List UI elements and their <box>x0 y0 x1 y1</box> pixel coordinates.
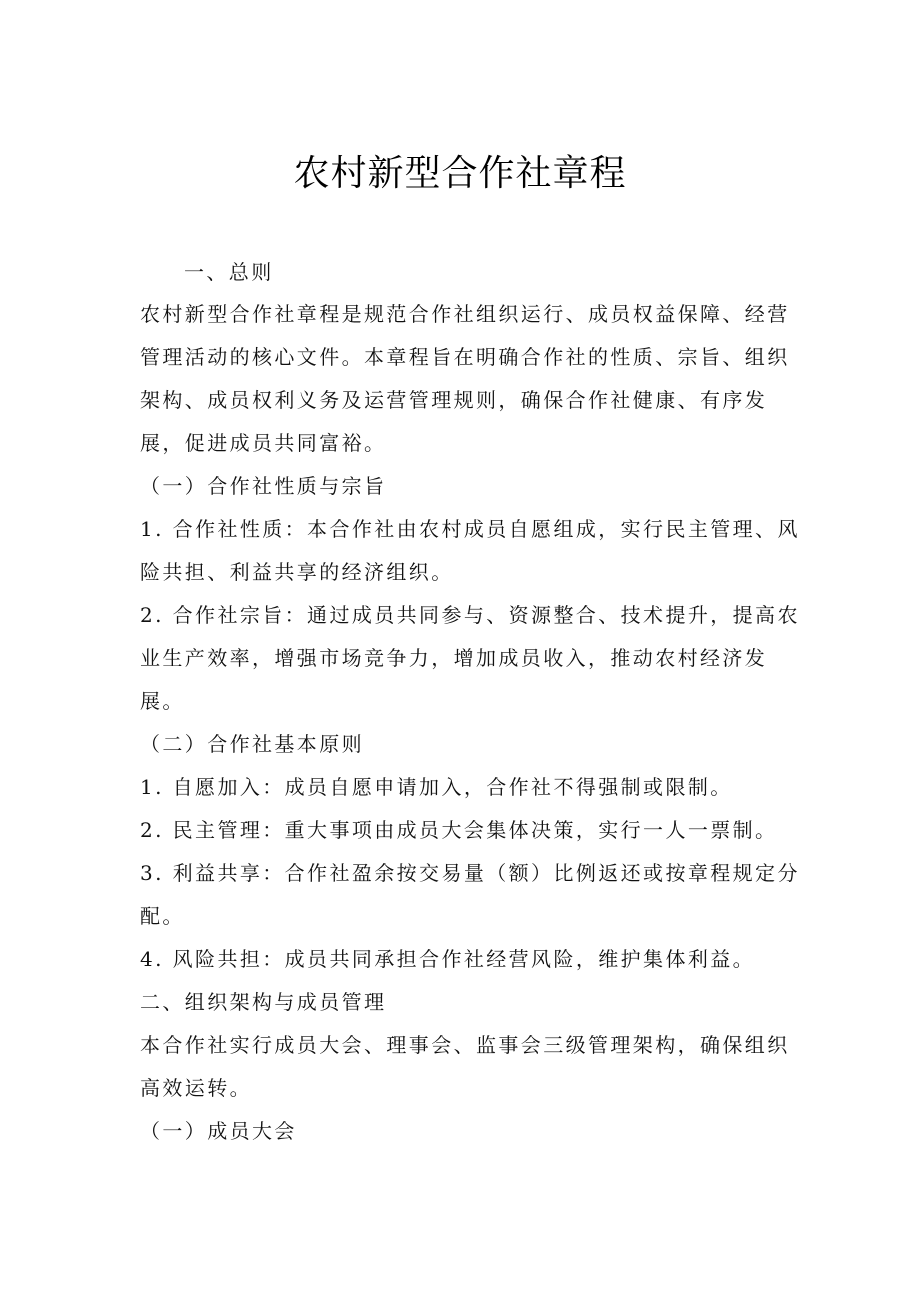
section-2-heading: 二、组织架构与成员管理 <box>140 990 387 1014</box>
section-1-heading: 一、总则 <box>184 260 274 284</box>
subsection-1-1-heading: （一）合作社性质与宗旨 <box>140 474 387 498</box>
section-1-intro-line-3: 架构、成员权利义务及运营管理规则，确保合作社健康、有序发 <box>140 388 768 412</box>
item-1-2-3-line-1: 3. 利益共享：合作社盈余按交易量（额）比例返还或按章程规定分 <box>140 861 800 885</box>
item-1-1-2-line-2: 业生产效率，增强市场竞争力，增加成员收入，推动农村经济发 <box>140 646 768 670</box>
item-1-1-2-line-3: 展。 <box>140 689 185 713</box>
item-1-2-1: 1. 自愿加入：成员自愿申请加入，合作社不得强制或限制。 <box>140 775 733 799</box>
section-2-intro-line-1: 本合作社实行成员大会、理事会、监事会三级管理架构，确保组织 <box>140 1033 790 1057</box>
item-1-2-4: 4. 风险共担：成员共同承担合作社经营风险，维护集体利益。 <box>140 947 756 971</box>
section-2-intro-line-2: 高效运转。 <box>140 1076 252 1100</box>
item-1-1-2-line-1: 2. 合作社宗旨：通过成员共同参与、资源整合、技术提升，提高农 <box>140 603 800 627</box>
document-title: 农村新型合作社章程 <box>293 153 627 194</box>
item-1-1-1-line-2: 险共担、利益共享的经济组织。 <box>140 560 454 584</box>
subsection-1-2-heading: （二）合作社基本原则 <box>140 732 364 756</box>
item-1-1-1-line-1: 1. 合作社性质：本合作社由农村成员自愿组成，实行民主管理、风 <box>140 517 800 541</box>
subsection-2-1-heading: （一）成员大会 <box>140 1119 297 1143</box>
item-1-2-2: 2. 民主管理：重大事项由成员大会集体决策，实行一人一票制。 <box>140 818 778 842</box>
section-1-intro-line-2: 管理活动的核心文件。本章程旨在明确合作社的性质、宗旨、组织 <box>140 345 790 369</box>
section-1-intro-line-1: 农村新型合作社章程是规范合作社组织运行、成员权益保障、经营 <box>140 302 790 326</box>
item-1-2-3-line-2: 配。 <box>140 904 185 928</box>
section-1-intro-line-4: 展，促进成员共同富裕。 <box>140 431 387 455</box>
